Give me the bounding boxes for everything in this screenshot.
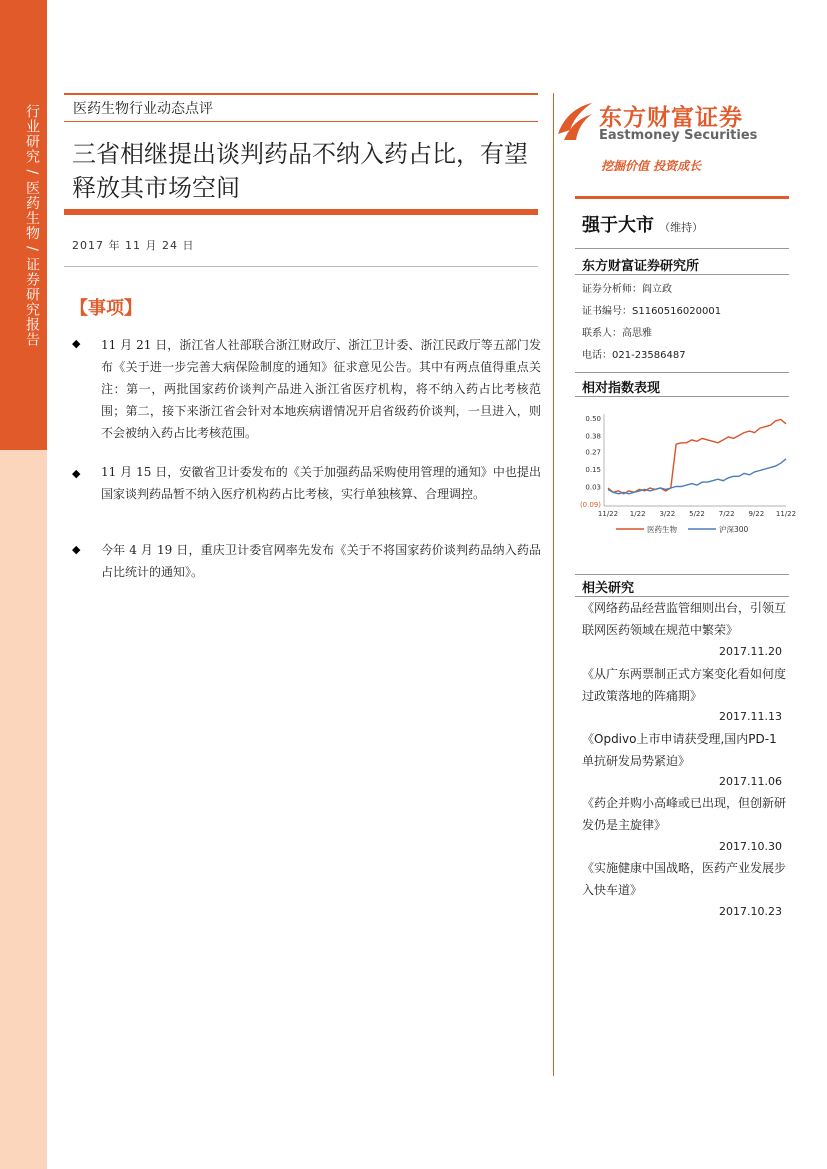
series-line-1 xyxy=(608,459,786,494)
relative-index-chart xyxy=(572,408,797,538)
institute-rule-bottom xyxy=(575,274,789,275)
series-line-0 xyxy=(608,420,786,494)
event-paragraph: 11 月 21 日，浙江省人社部联合浙江财政厅、浙江卫计委、浙江民政厅等五部门发布《关于进一步完善大病保险制度的通知》征求意见公告。其中有两点值得重点关注：第一，两批国家药价谈判产品进入浙江省医疗机构，将不纳入药占比考核范围；第二，接下来浙江省会针对本地疾病谱情况开启省级药价谈判，一旦进入，则不会被纳入药占比考核范围。 xyxy=(101,338,541,440)
related-report-date: 2017.11.20 xyxy=(719,645,782,658)
sidebar-band-light xyxy=(0,450,47,1169)
diamond-bullet-icon: ◆ xyxy=(72,467,81,480)
related-report-date: 2017.11.06 xyxy=(719,775,782,788)
chart-rule xyxy=(575,372,789,373)
institute-name: 东方财富证券研究所 xyxy=(582,259,700,274)
diamond-bullet-icon: ◆ xyxy=(72,337,81,350)
related-report-title[interactable]: 《药企并购小高峰或已出现，但创新研发仍是主旋律》 xyxy=(582,796,787,832)
rating-block xyxy=(582,211,703,237)
contact-person: 联系人：高思雅 xyxy=(582,328,652,339)
title-rule-thick xyxy=(64,209,538,215)
y-tick-label: 0.03 xyxy=(585,483,601,492)
diamond-bullet-icon: ◆ xyxy=(72,543,81,556)
x-tick-label: 1/22 xyxy=(629,510,646,518)
rating-label: 强于大市 xyxy=(582,215,654,236)
eastmoney-logo-icon xyxy=(556,100,594,142)
section-title-events: 【事项】 xyxy=(70,298,142,319)
chart-section-title: 相对指数表现 xyxy=(582,381,661,396)
publish-date: 2017 年 11 月 24 日 xyxy=(72,239,195,252)
related-report-title[interactable]: 《Opdivo上市申请获受理,国内PD-1单抗研发局势紧迫》 xyxy=(582,732,777,768)
y-tick-label: 0.38 xyxy=(585,432,601,441)
page-title: 三省相继提出谈判药品不纳入药占比，有望释放其市场空间 xyxy=(72,140,528,202)
legend-label: 医药生物 xyxy=(647,525,677,534)
chart-rule-bottom xyxy=(575,396,789,397)
institute-rule xyxy=(575,248,789,249)
y-tick-label: (0.09) xyxy=(579,501,601,509)
y-tick-label: 0.15 xyxy=(585,466,601,475)
event-paragraph: 11 月 15 日，安徽省卫计委发布的《关于加强药品采购使用管理的通知》中也提出国家谈判药品暂不纳入医疗机构药占比考核，实行单独核算、合理调控。 xyxy=(101,465,541,501)
brand-slogan: 挖掘价值 投资成长 xyxy=(601,159,702,173)
header-rule-thin xyxy=(64,121,538,122)
y-tick-label: 0.50 xyxy=(585,415,601,423)
related-report-title[interactable]: 《实施健康中国战略，医药产业发展步入快车道》 xyxy=(582,861,787,897)
x-tick-label: 9/22 xyxy=(748,510,765,518)
related-rule xyxy=(575,574,789,575)
phone-number: 电话：021-23586487 xyxy=(582,350,686,361)
y-tick-label: 0.27 xyxy=(585,448,601,457)
related-report-date: 2017.10.30 xyxy=(719,840,782,853)
rating-note: （维持） xyxy=(659,221,704,234)
date-rule xyxy=(64,266,538,267)
x-tick-label: 3/22 xyxy=(659,510,676,518)
column-divider xyxy=(553,93,554,1076)
analyst-name: 证券分析师：阎立政 xyxy=(582,284,672,295)
event-paragraph: 今年 4 月 19 日，重庆卫计委官网率先发布《关于不将国家药价谈判药品纳入药品占比统计的通知》。 xyxy=(101,543,541,579)
x-tick-label: 11/22 xyxy=(775,510,797,518)
x-tick-label: 11/22 xyxy=(597,510,619,518)
brand-name: 东方财富证券 xyxy=(599,105,743,131)
report-type: 医药生物行业动态点评 xyxy=(73,101,213,117)
certificate-number: 证书编号：S1160516020001 xyxy=(582,306,722,317)
legend-label: 沪深300 xyxy=(719,525,749,534)
header-rule-top xyxy=(64,93,538,95)
related-report-title[interactable]: 《从广东两票制正式方案变化看如何度过政策落地的阵痛期》 xyxy=(582,667,787,703)
related-report-date: 2017.11.13 xyxy=(719,710,782,723)
related-report-date: 2017.10.23 xyxy=(719,905,782,918)
sidebar-label: 行业研究 / 医药生物 / 证券研究报告 xyxy=(24,104,40,348)
related-section-title: 相关研究 xyxy=(582,581,635,596)
brand-name-en: Eastmoney Securities xyxy=(599,128,758,143)
related-report-title[interactable]: 《网络药品经营监管细则出台，引领互联网医药领域在规范中繁荣》 xyxy=(582,601,787,637)
x-tick-label: 5/22 xyxy=(689,510,705,518)
x-tick-label: 7/22 xyxy=(718,510,735,518)
rating-rule xyxy=(575,196,789,199)
